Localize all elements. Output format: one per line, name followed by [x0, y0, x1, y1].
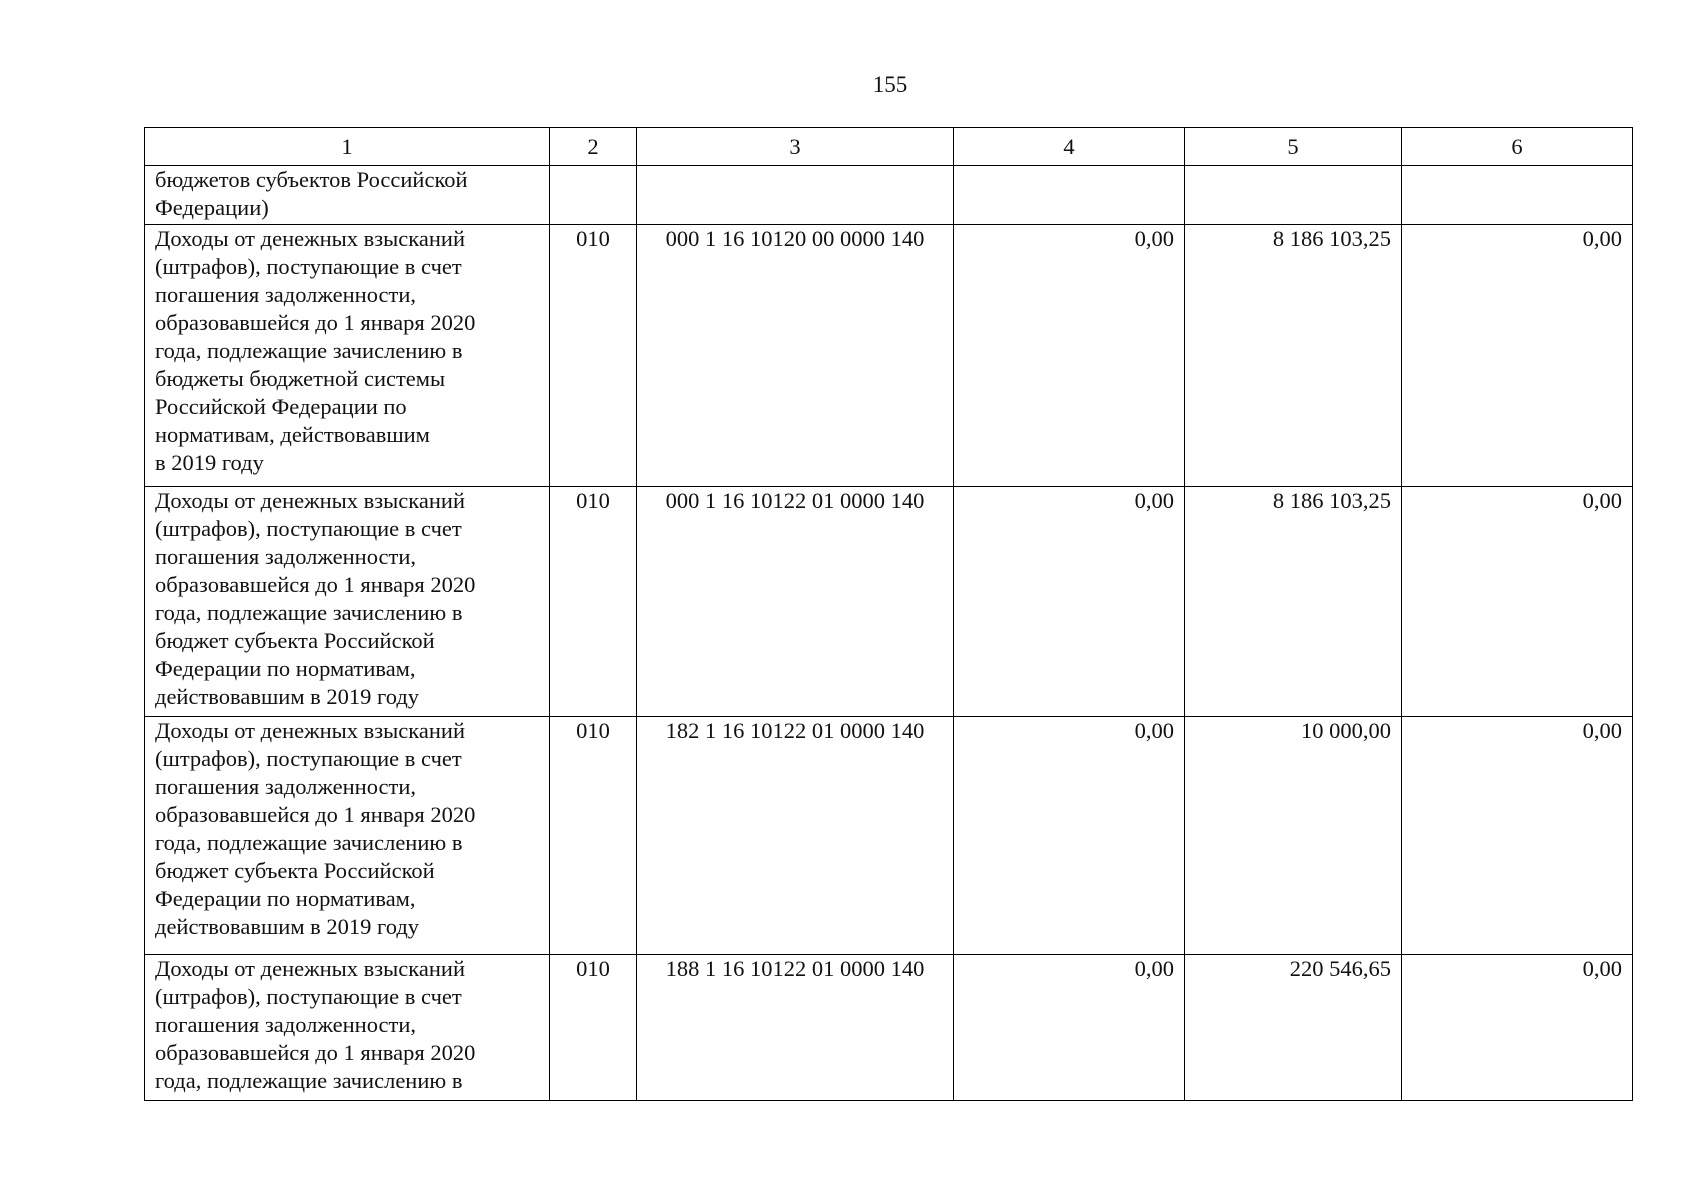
row-col4-cell: 0,00: [954, 717, 1185, 955]
table-row: [145, 487, 1633, 717]
name-line: в 2019 году: [155, 450, 264, 475]
name-line: образовавшейся до 1 января 2020: [155, 802, 476, 827]
header-cell-2: 2: [550, 128, 637, 166]
name-line: образовавшейся до 1 января 2020: [155, 1040, 476, 1065]
name-line: (штрафов), поступающие в счет: [155, 516, 462, 541]
name-line: бюджеты бюджетной системы: [155, 366, 446, 391]
row-income-code-cell: [637, 166, 954, 225]
row-col6-cell: 0,00: [1402, 955, 1633, 1101]
row-name-cell: [145, 955, 550, 1101]
table-row: [145, 225, 1633, 487]
row-income-code-cell: 000 1 16 10120 00 0000 140: [637, 225, 954, 487]
name-line: (штрафов), поступающие в счет: [155, 984, 462, 1009]
name-line: Федерации по нормативам,: [155, 886, 416, 911]
row-line-code-cell: 010: [550, 225, 637, 487]
row-name-cell: [145, 166, 550, 225]
row-col5-cell: 8 186 103,25: [1185, 225, 1402, 487]
name-line: нормативам, действовавшим: [155, 422, 430, 447]
row-name-cell: [145, 717, 550, 955]
table-row: [145, 955, 1633, 1101]
table-row: [145, 717, 1633, 955]
budget-income-table: [144, 127, 1633, 1101]
row-col4-cell: 0,00: [954, 487, 1185, 717]
name-line: Доходы от денежных взысканий: [155, 226, 465, 251]
header-cell-3: 3: [637, 128, 954, 166]
name-line: действовавшим в 2019 году: [155, 684, 420, 709]
name-line: Федерации): [155, 195, 269, 220]
row-col6-cell: 0,00: [1402, 225, 1633, 487]
name-line: Российской Федерации по: [155, 394, 407, 419]
row-col5-cell: 10 000,00: [1185, 717, 1402, 955]
name-line: действовавшим в 2019 году: [155, 914, 420, 939]
table-header-row: [145, 128, 1633, 166]
row-col6-cell: 0,00: [1402, 717, 1633, 955]
row-col5-cell: 8 186 103,25: [1185, 487, 1402, 717]
name-line: образовавшейся до 1 января 2020: [155, 572, 476, 597]
row-col6-cell: 0,00: [1402, 487, 1633, 717]
name-line: года, подлежащие зачислению в: [155, 1068, 463, 1093]
row-line-code-cell: 010: [550, 717, 637, 955]
name-line: года, подлежащие зачислению в: [155, 830, 463, 855]
row-name-cell: [145, 487, 550, 717]
row-income-code-cell: 000 1 16 10122 01 0000 140: [637, 487, 954, 717]
name-line: образовавшейся до 1 января 2020: [155, 310, 476, 335]
name-line: бюджет субъекта Российской: [155, 628, 435, 653]
row-col6-cell: [1402, 166, 1633, 225]
row-line-code-cell: 010: [550, 955, 637, 1101]
row-col4-cell: 0,00: [954, 955, 1185, 1101]
name-line: Доходы от денежных взысканий: [155, 718, 465, 743]
name-line: бюджет субъекта Российской: [155, 858, 435, 883]
name-line: года, подлежащие зачислению в: [155, 600, 463, 625]
page-number: 155: [872, 72, 908, 97]
name-line: погашения задолженности,: [155, 1012, 416, 1037]
name-line: Федерации по нормативам,: [155, 656, 416, 681]
name-line: (штрафов), поступающие в счет: [155, 746, 462, 771]
row-col4-cell: [954, 166, 1185, 225]
header-cell-5: 5: [1185, 128, 1402, 166]
row-col5-cell: 220 546,65: [1185, 955, 1402, 1101]
row-income-code-cell: 182 1 16 10122 01 0000 140: [637, 717, 954, 955]
row-line-code-cell: [550, 166, 637, 225]
header-cell-6: 6: [1402, 128, 1633, 166]
name-line: погашения задолженности,: [155, 282, 416, 307]
table-row-continuation: [145, 166, 1633, 225]
name-line: Доходы от денежных взысканий: [155, 956, 465, 981]
row-col5-cell: [1185, 166, 1402, 225]
row-col4-cell: 0,00: [954, 225, 1185, 487]
header-cell-4: 4: [954, 128, 1185, 166]
row-income-code-cell: 188 1 16 10122 01 0000 140: [637, 955, 954, 1101]
name-line: погашения задолженности,: [155, 544, 416, 569]
row-name-cell: [145, 225, 550, 487]
row-line-code-cell: 010: [550, 487, 637, 717]
name-line: (штрафов), поступающие в счет: [155, 254, 462, 279]
name-line: года, подлежащие зачислению в: [155, 338, 463, 363]
name-line: погашения задолженности,: [155, 774, 416, 799]
name-line: бюджетов субъектов Российской: [155, 167, 468, 192]
header-cell-1: 1: [145, 128, 550, 166]
name-line: Доходы от денежных взысканий: [155, 488, 465, 513]
